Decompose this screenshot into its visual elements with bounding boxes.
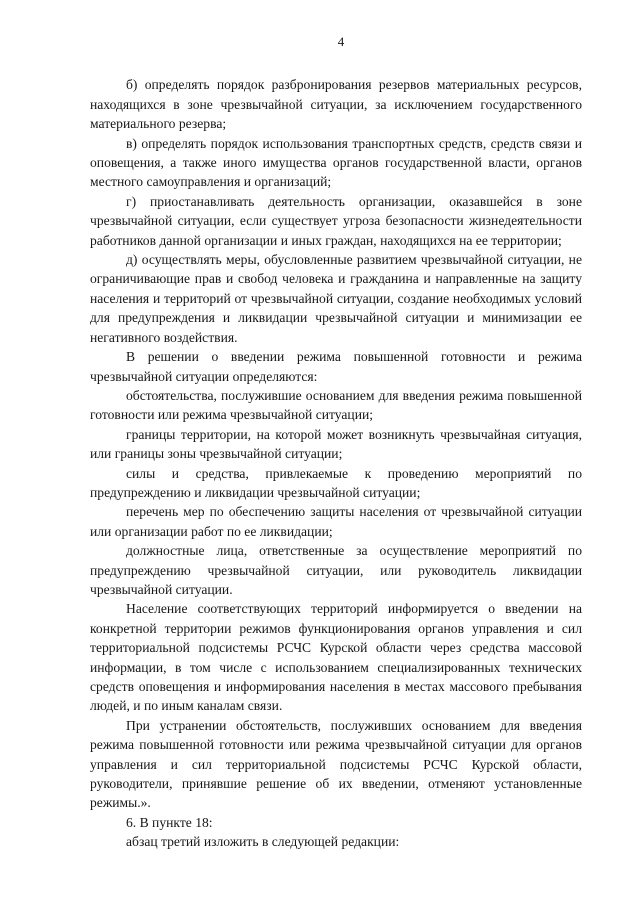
paragraph-item-v: в) определять порядок использования транспортных средств, средств связи и оповещения, а также иного имущества органов государственной власти, органов местного самоуправления и организаций; <box>90 135 582 190</box>
page-number: 4 <box>337 34 345 49</box>
paragraph-population-informing: Население соответствующих территорий информируется о введении на конкретной территории режимов функционирования органов управления и сил территориальной подсистемы РСЧС Курской области через средства массовой информации, в том числе с использованием специализированных технических средств оповещения и информирования населения в местах массового пребывания людей, и по иным каналам связи. <box>90 601 582 714</box>
paragraph-third-abzac: абзац третий изложить в следующей редакции: <box>126 834 400 850</box>
paragraph-item-d: д) осуществлять меры, обусловленные развитием чрезвычайной ситуации, не ограничивающие прав и свобод человека и гражданина и направленные на защиту населения и территорий от чрезвычайной ситуации, создание необходимых условий для предупреждения и ликвидации чрезвычайной ситуации и минимизации ее негативного воздействия. <box>90 252 582 345</box>
paragraph-decision-intro: В решении о введении режима повышенной готовности и режима чрезвычайной ситуации определяются: <box>90 349 582 384</box>
paragraph-protection-measures: перечень мер по обеспечению защиты населения от чрезвычайной ситуации или организации работ по ее ликвидации; <box>90 504 582 539</box>
paragraph-item-g: г) приостанавливать деятельность организации, оказавшейся в зоне чрезвычайной ситуации, если существует угроза безопасности жизнедеятельности работников данной организации и иных граждан, находящихся на ее территории; <box>90 193 582 248</box>
paragraph-item-6: 6. В пункте 18: <box>126 814 213 830</box>
paragraph-officials: должностные лица, ответственные за осуществление мероприятий по предупреждению чрезвычайной ситуации, или руководитель ликвидации чрезвычайной ситуации. <box>90 543 582 597</box>
paragraph-item-b: б) определять порядок разбронирования резервов материальных ресурсов, находящихся в зоне чрезвычайной ситуации, за исключением государственного материального резерва; <box>90 77 582 132</box>
paragraph-territory-borders: границы территории, на которой может возникнуть чрезвычайная ситуация, или границы зоны чрезвычайной ситуации; <box>90 426 582 462</box>
paragraph-circumstances: обстоятельства, послужившие основанием для введения режима повышенной готовности или режима чрезвычайной ситуации; <box>90 387 582 423</box>
paragraph-regime-cancel: При устранении обстоятельств, послуживших основанием для введения режима повышенной готовности или режима чрезвычайной ситуации для органов управления и сил территориальной подсистемы РСЧС Курской области, руководители, принявшие решение об их введении, отменяют установленные режимы.». <box>90 717 582 811</box>
paragraph-forces-means: силы и средства, привлекаемые к проведению мероприятий по предупреждению и ликвидации чрезвычайной ситуации; <box>90 465 582 500</box>
